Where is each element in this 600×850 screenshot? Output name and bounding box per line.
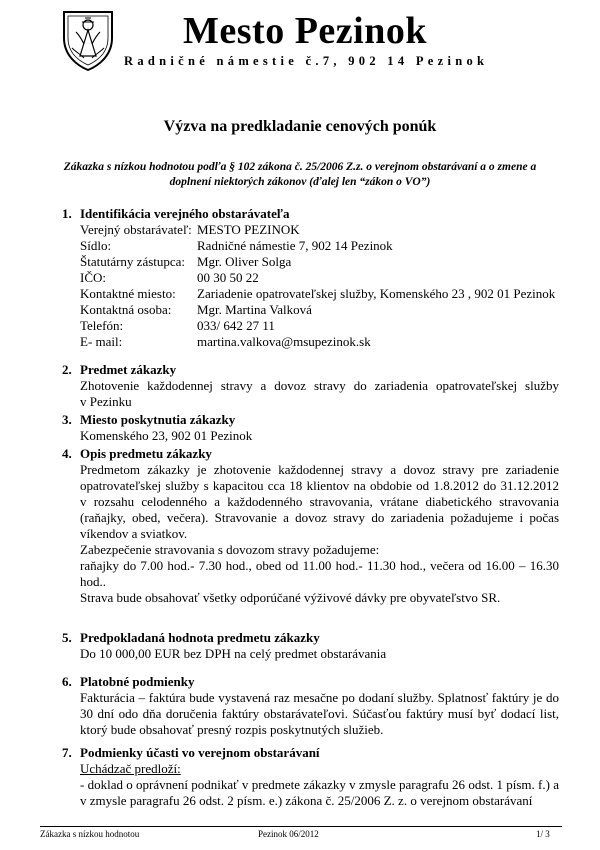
section-heading: Platobné podmienky [80, 674, 195, 689]
section-number: 6. [62, 674, 72, 689]
body-line: Zhotovenie každodennej stravy a dovoz stravy do zariadenia opatrovateľskej služby [80, 378, 559, 393]
footer-divider [40, 826, 562, 827]
section-number: 7. [62, 745, 72, 760]
section-heading: Identifikácia verejného obstarávateľa [80, 206, 290, 221]
section-number: 4. [62, 446, 72, 461]
field-label: IČO: [80, 270, 106, 285]
field-value: 033/ 642 27 11 [197, 318, 275, 333]
body-line: Strava bude obsahovať všetky odporúčané výživové dávky pre obyvateľstvo SR. [80, 590, 501, 605]
email-link[interactable]: martina.valkova@msupezinok.sk [197, 334, 371, 349]
subsection-label: Uchádzač predloží: [80, 761, 181, 776]
body-line: v zmysle paragrafu 26 odst. 2 písm. e.) zákona č. 25/2006 Z. z. o verejnom obstarávaní [80, 793, 533, 808]
coat-of-arms-icon [60, 8, 116, 72]
field-value: Zariadenie opatrovateľskej služby, Komenského 23 , 902 01 Pezinok [197, 286, 556, 301]
field-label: Štatutárny zástupca: [80, 254, 186, 269]
body-line: Predmetom zákazky je zhotovenie každodennej stravy a dovoz stravy pre zariadenie [80, 462, 559, 477]
section-number: 5. [62, 630, 72, 645]
body-line: Zabezpečenie stravovania s dovozom stravy požadujeme: [80, 542, 380, 557]
subtitle-line: doplnení niektorých zákonov (ďalej len “zákon o VO”) [169, 176, 431, 188]
body-line: Fakturácia – faktúra bude vystavená raz mesačne po dodaní služby. Splatnosť faktúry je do [80, 690, 559, 705]
field-value: MESTO PEZINOK [197, 222, 300, 237]
section-number: 1. [62, 206, 72, 221]
field-label: Kontaktné miesto: [80, 286, 176, 301]
body-line: víkendov a sviatkov. [80, 526, 188, 541]
field-value: Mgr. Martina Valková [197, 302, 312, 317]
footer-center: Pezinok 06/2012 [258, 829, 319, 839]
subtitle [50, 160, 550, 190]
town-address: Radničné námestie č.7, 902 14 Pezinok [124, 54, 489, 68]
body-line: ktorý bude obsahovať presný rozpis poskytnutých služieb. [80, 722, 384, 737]
section-number: 3. [62, 412, 72, 427]
page-number: 1/ 3 [536, 829, 550, 839]
body-line: - doklad o oprávnení podnikať v predmete zákazky v zmysle paragrafu 26 odst. 1 písm. f.) a [80, 777, 559, 792]
section-heading: Predpokladaná hodnota predmetu zákazky [80, 630, 320, 645]
section-number: 2. [62, 362, 72, 377]
body-line: v rozsahu celodenného a každodenného stravovania, vrátane diabetického stravovania [80, 494, 559, 509]
section-heading: Podmienky účasti vo verejnom obstarávaní [80, 745, 320, 760]
body-line: Komenského 23, 902 01 Pezinok [80, 428, 253, 443]
body-line: Do 10 000,00 EUR bez DPH na celý predmet obstarávania [80, 646, 387, 661]
field-value: Mgr. Oliver Solga [197, 254, 292, 269]
field-value: 00 30 50 22 [197, 270, 259, 285]
body-line: 30 dní odo dňa doručenia faktúry obstarávateľovi. Súčasťou faktúry musí byť dodací list, [80, 706, 559, 721]
field-value: Radničné námestie 7, 902 14 Pezinok [197, 238, 393, 253]
body-line: opatrovateľskej služby s kapacitou cca 18 klientov na obdobie od 1.8.2012 do 31.12.2012 [80, 478, 559, 493]
section-heading: Predmet zákazky [80, 362, 177, 377]
subtitle-line: Zákazka s nízkou hodnotou podľa § 102 zákona č. 25/2006 Z.z. o verejnom obstarávaní a o zmene a [63, 161, 537, 173]
page-title: Výzva na predkladanie cenových ponúk [163, 118, 437, 135]
body-line: v Pezinku [80, 394, 132, 409]
body-line: raňajky do 7.00 hod.- 7.30 hod., obed od 11.00 hod.- 11.30 hod., večera od 16.00 – 16.30 [80, 558, 559, 573]
field-label: Telefón: [80, 318, 124, 333]
section-heading: Miesto poskytnutia zákazky [80, 412, 236, 427]
field-label: Kontaktná osoba: [80, 302, 172, 317]
footer-left: Zákazka s nízkou hodnotou [40, 829, 140, 839]
field-label: Sídlo: [80, 238, 112, 253]
field-label: E- mail: [80, 334, 123, 349]
section-heading: Opis predmetu zákazky [80, 446, 212, 461]
field-label: Verejný obstarávateľ: [80, 222, 192, 237]
town-name: Mesto Pezinok [183, 10, 427, 52]
body-line: (raňajky, obed, večera). Stravovanie a dovoz stravy do zariadenia požadujeme i počas [80, 510, 559, 525]
body-line: hod.. [80, 574, 106, 589]
